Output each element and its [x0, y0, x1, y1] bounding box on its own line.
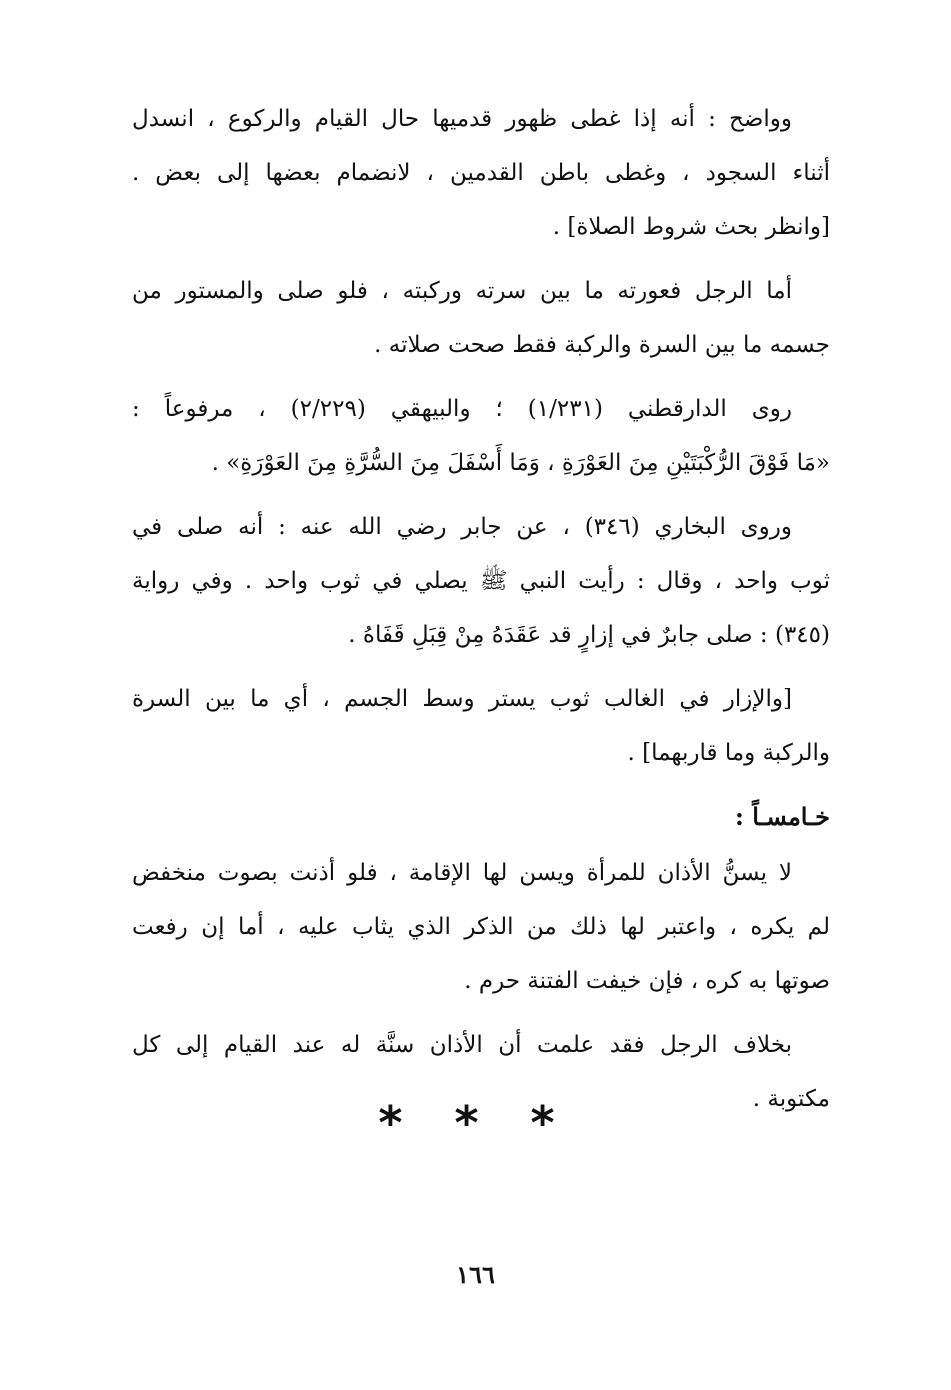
text-line: لم يكره ، واعتبر لها ذلك من الذكر الذي يثاب عليه ، أما إن رفعت — [132, 914, 830, 940]
paragraph-daraqutni-hadith — [132, 382, 830, 490]
text-line: لا يسنُّ الأذان للمرأة ويسن لها الإقامة ، فلو أذنت بصوت منخفض — [132, 860, 792, 886]
page-number: ١٦٦ — [456, 1260, 495, 1289]
text-line: وواضح : أنه إذا غطى ظهور قدميها حال القيام والركوع ، انسدل — [132, 106, 792, 132]
text-line: صوتها به كره ، فإن خيفت الفتنة حرم . — [464, 968, 830, 994]
text-line: جسمه ما بين السرة والركبة فقط صحت صلاته . — [374, 332, 830, 358]
paragraph-bukhari-hadith — [132, 500, 830, 662]
body-text — [132, 92, 830, 1136]
paragraph-izar-note — [132, 672, 830, 780]
text-line: ثوب واحد ، وقال : رأيت النبي ﷺ يصلي في ثوب واحد . وفي رواية — [132, 568, 830, 594]
text-line: روى الدارقطني (١/٢٣١) ؛ والبيهقي (٢/٢٢٩) ، مرفوعاً : — [132, 396, 792, 422]
paragraph-man-awrah — [132, 264, 830, 372]
section-heading: خـامسـاً : — [734, 802, 830, 831]
text-line: أثناء السجود ، وغطى باطن القدمين ، لانضمام بعضها إلى بعض . — [132, 160, 830, 186]
paragraph-covering-feet — [132, 92, 830, 254]
text-line: أما الرجل فعورته ما بين سرته وركبته ، فلو صلى والمستور من — [132, 278, 792, 304]
text-line: [والإزار في الغالب ثوب يستر وسط الجسم ، أي ما بين السرة — [132, 686, 792, 712]
text-line: مكتوبة . — [752, 1086, 830, 1112]
text-line: والركبة وما قاربهما] . — [627, 740, 830, 766]
hadith-text: «مَا فَوْقَ الرُّكْبَتَيْنِ مِنَ العَوْرَةِ ، وَمَا أَسْفَلَ مِنَ السُّرَّةِ مِنَ العَوْرَةِ» . — [211, 450, 830, 476]
text-line: (٣٤٥) : صلى جابرٌ في إزارٍ قد عَقَدَهُ مِنْ قِبَلِ قَفَاهُ . — [348, 622, 830, 648]
text-line: وروى البخاري (٣٤٦) ، عن جابر رضي الله عنه : أنه صلى في — [132, 514, 792, 540]
text-line: [وانظر بحث شروط الصلاة] . — [552, 214, 830, 240]
text-line: بخلاف الرجل فقد علمت أن الأذان سنَّة له عند القيام إلى كل — [132, 1032, 792, 1058]
paragraph-adhan-woman — [132, 846, 830, 1008]
section-separator: * * * — [378, 1096, 573, 1150]
